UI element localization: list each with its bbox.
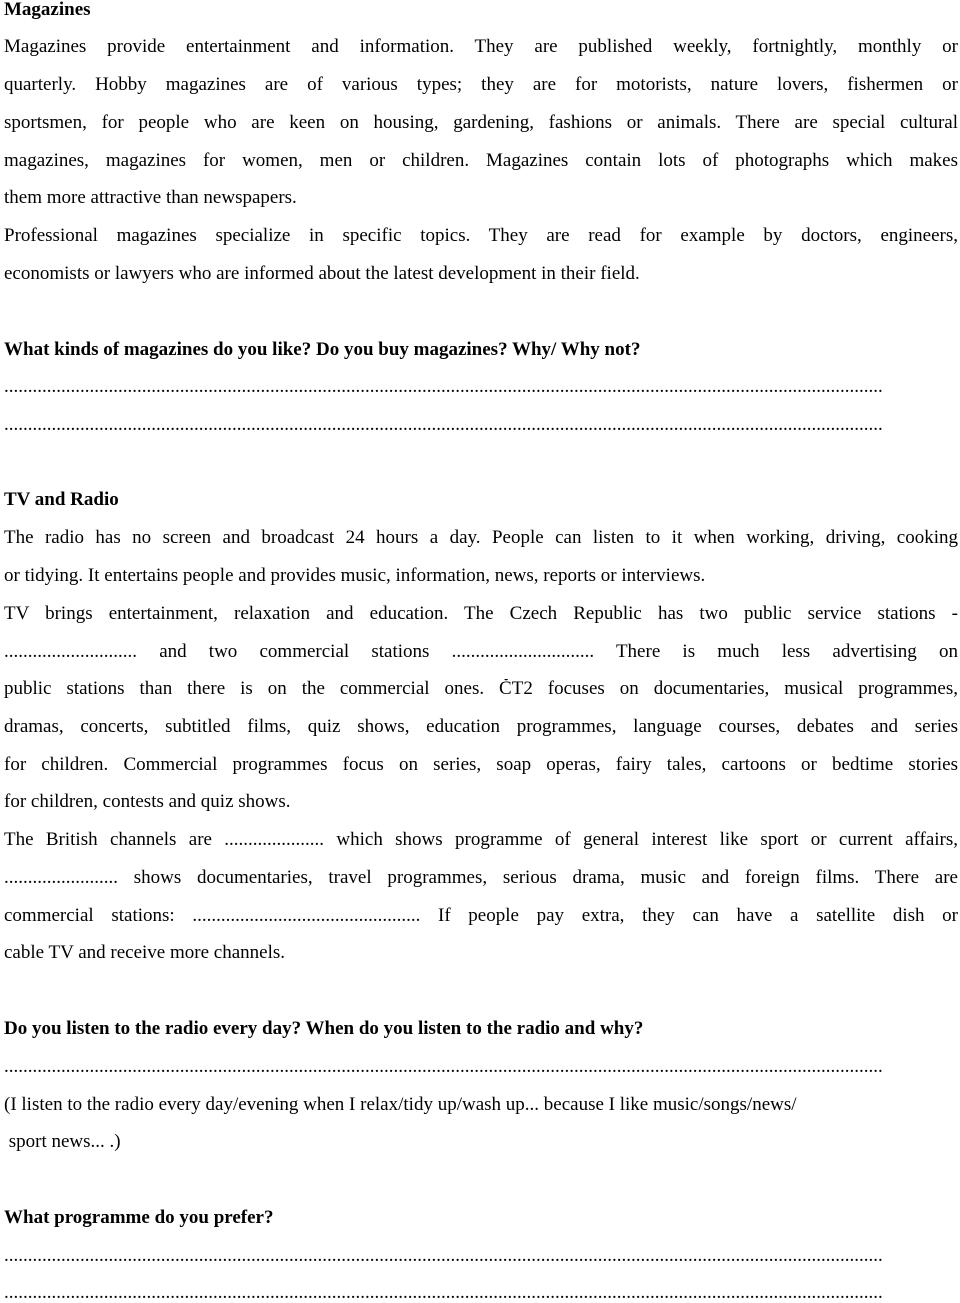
magazines-paragraph-line: magazines, magazines for women, men or children. Magazines contain lots of photographs which makes [4, 151, 958, 171]
hint-line: (I listen to the radio every day/evening when I relax/tidy up/wash up... because I like music/songs/news/ [4, 1095, 797, 1115]
tv-radio-paragraph-line: or tidying. It entertains people and provides music, information, news, reports or interviews. [4, 566, 706, 586]
magazines-paragraph-line: sportsmen, for people who are keen on housing, gardening, fashions or animals. There are special cultural [4, 113, 958, 133]
radio-question: Do you listen to the radio every day? When do you listen to the radio and why? [4, 1019, 644, 1039]
tv-radio-paragraph-line: for children, contests and quiz shows. [4, 792, 291, 812]
magazines-paragraph-line: them more attractive than newspapers. [4, 188, 297, 208]
magazines-paragraph-line: Professional magazines specialize in specific topics. They are read for example by doctors, engineers, [4, 226, 958, 246]
magazines-paragraph-line: quarterly. Hobby magazines are of various types; they are for motorists, nature lovers, fishermen or [4, 75, 958, 95]
tv-radio-paragraph-line: commercial stations: ................................................ If people pay extra, they can have a satellite dish or [4, 906, 958, 926]
tv-radio-paragraph-line: dramas, concerts, subtitled films, quiz shows, education programmes, language courses, debates and series [4, 717, 958, 737]
answer-line[interactable]: ......................................................................................................................................................................................... [4, 377, 883, 397]
tv-radio-paragraph-line: ............................ and two commercial stations .............................. There is much less advertising on [4, 642, 958, 662]
tv-radio-paragraph-line: TV brings entertainment, relaxation and education. The Czech Republic has two public service stations - [4, 604, 958, 624]
magazines-paragraph-line: Magazines provide entertainment and information. They are published weekly, fortnightly, monthly or [4, 37, 958, 57]
answer-line[interactable]: ......................................................................................................................................................................................... [4, 1057, 883, 1077]
programme-question: What programme do you prefer? [4, 1208, 274, 1228]
answer-line[interactable]: ......................................................................................................................................................................................... [4, 1246, 883, 1266]
tv-radio-paragraph-line: The British channels are ..................... which shows programme of general interest like sport or current affairs, [4, 830, 958, 850]
magazines-question: What kinds of magazines do you like? Do you buy magazines? Why/ Why not? [4, 340, 641, 360]
tv-radio-paragraph-line: ........................ shows documentaries, travel programmes, serious drama, music and foreign films. There are [4, 868, 958, 888]
tv-radio-paragraph-line: public stations than there is on the commercial ones. ČT2 focuses on documentaries, musical programmes, [4, 679, 958, 699]
magazines-paragraph-line: economists or lawyers who are informed about the latest development in their field. [4, 264, 640, 284]
magazines-heading: Magazines [4, 0, 91, 20]
tv-radio-paragraph-line: for children. Commercial programmes focus on series, soap operas, fairy tales, cartoons or bedtime stories [4, 755, 958, 775]
tv-radio-heading: TV and Radio [4, 490, 119, 510]
tv-radio-paragraph-line: cable TV and receive more channels. [4, 943, 286, 963]
hint-line: sport news... .) [4, 1132, 121, 1152]
answer-line[interactable]: ......................................................................................................................................................................................... [4, 1283, 883, 1303]
tv-radio-paragraph-line: The radio has no screen and broadcast 24 hours a day. People can listen to it when working, driving, cooking [4, 528, 958, 548]
answer-line[interactable]: ......................................................................................................................................................................................... [4, 415, 883, 435]
